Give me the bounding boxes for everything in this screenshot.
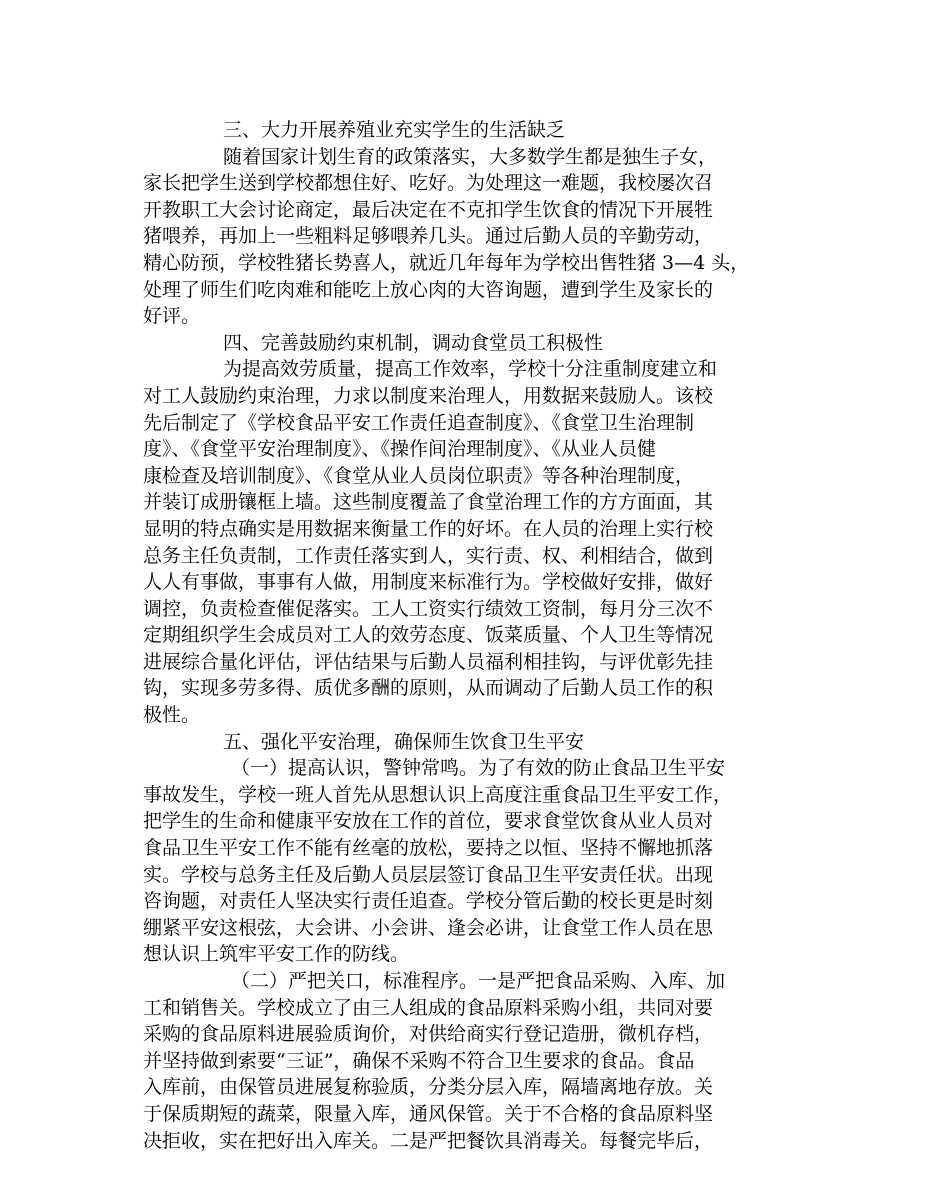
text-line: 处理了师生们吃肉难和能吃上放心肉的大咨询题，遭到学生及家长的 xyxy=(143,278,714,301)
text-line: （二）严把关口，标准程序。一是严把食品采购、入库、加 xyxy=(231,970,726,992)
text-line: 显明的特点确实是用数据来衡量工作的好坏。在人员的治理上实行校 xyxy=(143,517,714,540)
text-line: 对工人鼓励约束治理，力求以制度来治理人，用数据来鼓励人。该校 xyxy=(143,384,714,407)
text-line: 先后制定了《学校食品平安工作责任追查制度》、《食堂卫生治理制 xyxy=(143,411,695,434)
text-line: 人人有事做，事事有人做，用制度来标准行为。学校做好安排，做好 xyxy=(143,571,714,594)
text-line: 绷紧平安这根弦，大会讲、小会讲、逢会必讲，让食堂工作人员在思 xyxy=(143,916,714,939)
text-line: 极性。 xyxy=(143,704,201,727)
text-line: 进展综合量化评估，评估结果与后勤人员福利相挂钩，与评优彰先挂 xyxy=(143,650,714,673)
text-line: 入库前，由保管员进展复称验质，分类分层入库，隔墙离地存放。关 xyxy=(143,1076,714,1099)
text-line: 好评。 xyxy=(143,305,201,328)
text-line: 为提高效劳质量，提高工作效率，学校十分注重制度建立和 xyxy=(223,358,718,381)
text-line: 四、完善鼓励约束机制，调动食堂员工积极性 xyxy=(223,331,604,354)
text-line: 采购的食品原料进展验质询价，对供给商实行登记造册，微机存档， xyxy=(143,1023,714,1046)
text-line: 随着国家计划生育的政策落实，大多数学生都是独生子女， xyxy=(223,145,718,168)
text-line: 把学生的生命和健康平安放在工作的首位，要求食堂饮食从业人员对 xyxy=(143,810,714,833)
text-line: 咨询题，对责任人坚决实行责任追查。学校分管后勤的校长更是时刻 xyxy=(143,890,714,913)
text-line: 开教职工大会讨论商定，最后决定在不克扣学生饮食的情况下开展牲 xyxy=(143,198,714,221)
text-line: 三、大力开展养殖业充实学生的生活缺乏 xyxy=(223,119,566,141)
text-line: 实。学校与总务主任及后勤人员层层签订食品卫生平安责任状。出现 xyxy=(143,863,714,886)
text-line: 工和销售关。学校成立了由三人组成的食品原料采购小组，共同对要 xyxy=(143,996,714,1019)
text-line: 食品卫生平安工作不能有丝毫的放松，要持之以恒、坚持不懈地抓落 xyxy=(143,837,714,860)
text-line: 总务主任负责制，工作责任落实到人，实行责、权、利相结合，做到 xyxy=(143,544,714,567)
text-line: 康检查及培训制度》、《食堂从业人员岗位职责》等各种治理制度， xyxy=(143,464,695,487)
text-line: 家长把学生送到学校都想住好、吃好。为处理这一难题，我校屡次召 xyxy=(143,172,714,195)
text-line: 猪喂养，再加上一些粗料足够喂养几头。通过后勤人员的辛勤劳动， xyxy=(143,225,714,248)
text-line: 并坚持做到索要“三证”，确保不采购不符合卫生要求的食品。食品 xyxy=(143,1049,695,1072)
text-line: 钩，实现多劳多得、质优多酬的原则，从而调动了后勤人员工作的积 xyxy=(143,677,714,700)
text-line: 度》、《食堂平安治理制度》、《操作间治理制度》、《从业人员健 xyxy=(143,438,657,461)
text-line: 决拒收，实在把好出入库关。二是严把餐饮具消毒关。每餐完毕后， xyxy=(143,1129,714,1152)
text-line: （一）提高认识，警钟常鸣。为了有效的防止食品卫生平安 xyxy=(231,757,726,780)
text-line: 定期组织学生会成员对工人的效劳态度、饭菜质量、个人卫生等情况 xyxy=(143,624,714,647)
text-line: 事故发生，学校一班人首先从思想认识上高度注重食品卫生平安工作， xyxy=(143,783,733,806)
text-line: 想认识上筑牢平安工作的防线。 xyxy=(143,943,410,966)
text-line: 五、强化平安治理，确保师生饮食卫生平安 xyxy=(223,730,585,753)
text-line: 于保质期短的蔬菜，限量入库，通风保管。关于不合格的食品原料坚 xyxy=(143,1102,714,1125)
text-line: 调控，负责检查催促落实。工人工资实行绩效工资制，每月分三次不 xyxy=(143,597,714,620)
text-line: 精心防预，学校牲猪长势喜人，就近几年每年为学校出售牲猪 3—4 头， xyxy=(143,251,750,274)
text-line: 并装订成册镶框上墙。这些制度覆盖了食堂治理工作的方方面面，其 xyxy=(143,491,714,514)
document-body xyxy=(143,117,823,1154)
